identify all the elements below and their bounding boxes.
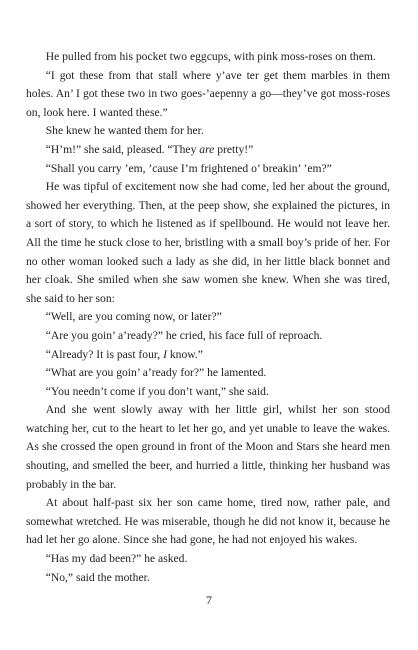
- body-text: [26, 48, 390, 587]
- paragraph: “Has my dad been?” he asked.: [45, 552, 188, 566]
- paragraph: [26, 346, 390, 365]
- paragraph: “I got these from that stall where y’ave ter get them marbles in them holes. An’ I got these two in two goes-’aepenny a go—they’ve got moss-roses on, look here. I wanted these.”: [26, 68, 390, 119]
- emphasis: I: [163, 347, 167, 361]
- paragraph: “Well, are you coming now, or later?”: [45, 310, 222, 324]
- paragraph: “Are you goin’ a’ready?” he cried, his face full of reproach.: [45, 328, 323, 342]
- paragraph: She knew he wanted them for her.: [45, 124, 204, 138]
- paragraph: And she went slowly away with her little girl, whilst her son stood watching her, cut to the heart to let her go, and yet unable to leave the wakes. As she crossed the open ground in front of the Moon and Stars she heard men shouting, and smelled the beer, and hurried a little, thinking her husband was probably in the bar.: [26, 403, 390, 491]
- paragraph-text: know.”: [166, 347, 203, 361]
- paragraph: “No,” said the mother.: [45, 570, 150, 584]
- paragraph: “What are you goin’ a’ready for?” he lamented.: [45, 366, 267, 380]
- paragraph-text: “Already? It is past four,: [45, 347, 164, 361]
- emphasis: are: [199, 142, 215, 156]
- paragraph: “You needn’t come if you don’t want,” she said.: [45, 384, 269, 398]
- paragraph: “Shall you carry ’em, ’cause I’m frightened o’ breakin’ ’em?”: [45, 161, 332, 175]
- paragraph-text: pretty!”: [214, 142, 254, 156]
- paragraph-text: “H’m!” she said, pleased. “They: [45, 142, 200, 156]
- paragraph: [26, 141, 390, 160]
- paragraph: At about half-past six her son came home, tired now, rather pale, and somewhat wretched. He was miserable, though he did not know it, because he had let her go alone. Since she had gone, he had not enjoyed his wakes.: [26, 496, 390, 547]
- paragraph: He was tipful of excitement now she had come, led her about the ground, showed her everything. Then, at the peep show, she explained the pictures, in a sort of story, to which he listened as if spellbound. He would not leave her. All the time he stuck close to her, bristling with a small boy’s pride of her. For no other woman looked such a lady as she did, in her little black bonnet and her cloak. She smiled when she saw women she knew. When she was tired, she said to her son:: [26, 180, 390, 305]
- paragraph: He pulled from his pocket two eggcups, with pink moss-roses on them.: [45, 50, 376, 63]
- page-number: 7: [206, 593, 212, 607]
